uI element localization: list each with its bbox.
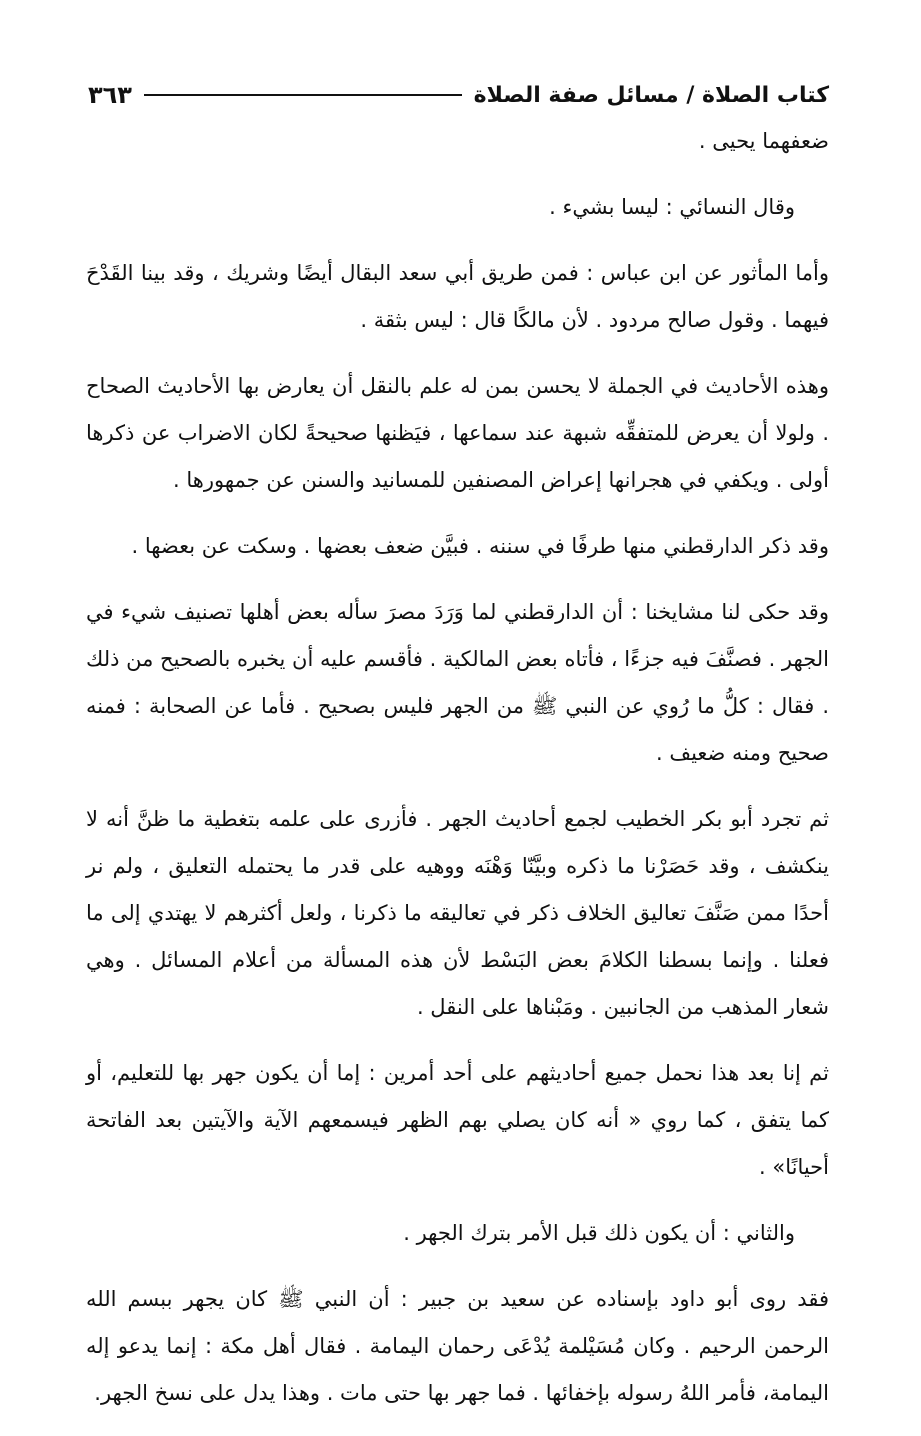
- page-body: [86, 118, 829, 1436]
- paragraph-2: وقال النسائي : ليسا بشيء .: [549, 195, 795, 219]
- paragraph-9: والثاني : أن يكون ذلك قبل الأمر بترك الجهر .: [403, 1221, 795, 1245]
- paragraph-10: فقد روى أبو داود بإسناده عن سعيد بن جبير : أن النبي ﷺ كان يجهر ببسم الله الرحمن الرحيم . وكان مُسَيْلمة يُدْعَى رحمان اليمامة . فقال أهل مكة : إنما يدعو إله اليمامة، فأمر اللهُ رسوله بإخفائها . فما جهر بها حتى مات . وهذا يدل على نسخ الجهر.: [86, 1287, 829, 1405]
- paragraph-5: وقد ذكر الدارقطني منها طرفًا في سننه . فبيَّن ضعف بعضها . وسكت عن بعضها .: [131, 534, 829, 558]
- page-number: ٣٦٣: [88, 81, 132, 109]
- paragraph-6: وقد حكى لنا مشايخنا : أن الدارقطني لما وَرَدَ مصرَ سأله بعض أهلها تصنيف شيء في الجهر . فصنَّفَ فيه جزءًا ، فأتاه بعض المالكية . فأقسم عليه أن يخبره بالصحيح من ذلك . فقال : كلُّ ما رُوي عن النبي ﷺ من الجهر فليس بصحيح . فأما عن الصحابة : فمنه صحيح ومنه ضعيف .: [86, 600, 829, 765]
- paragraph-3: وأما المأثور عن ابن عباس : فمن طريق أبي سعد البقال أيضًا وشريك ، وقد بينا القَدْحَ فيهما . وقول صالح مردود . لأن مالكًا قال : ليس بثقة .: [86, 261, 829, 332]
- paragraph-7: ثم تجرد أبو بكر الخطيب لجمع أحاديث الجهر . فأزرى على علمه بتغطية ما ظنَّ أنه لا ينكشف ، وقد حَصَرْنا ما ذكره وبيَّنّا وَهْنَه ووهيه على قدر ما يحتمله التعليق ، ولم نر أحدًا ممن صَنَّفَ تعاليق الخلاف ذكر في تعاليقه ما ذكرنا ، ولعل أكثرهم لا يهتدي إلى ما فعلنا . وإنما بسطنا الكلامَ بعض البَسْط لأن هذه المسألة من أعلام المسائل . وهي شعار المذهب من الجانبين . ومَبْناها على النقل .: [86, 807, 829, 1019]
- paragraph-1: ضعفهما يحيى .: [698, 129, 829, 153]
- page-header: [88, 78, 829, 112]
- header-rule: [144, 94, 462, 96]
- paragraph-8: ثم إنا بعد هذا نحمل جميع أحاديثهم على أحد أمرين : إما أن يكون جهر بها للتعليم، أو كما يتفق ، كما روي « أنه كان يصلي بهم الظهر فيسمعهم الآية والآيتين بعد الفاتحة أحيانًا» .: [86, 1061, 829, 1179]
- paragraph-4: وهذه الأحاديث في الجملة لا يحسن بمن له علم بالنقل أن يعارض بها الأحاديث الصحاح . ولولا أن يعرض للمتفقِّه شبهة عند سماعها ، فيَظنها صحيحةً لكان الاضراب عن ذكرها أولى . ويكفي في هجرانها إعراض المصنفين للمسانيد والسنن عن جمهورها .: [86, 374, 829, 492]
- running-title: كتاب الصلاة / مسائل صفة الصلاة: [473, 82, 829, 108]
